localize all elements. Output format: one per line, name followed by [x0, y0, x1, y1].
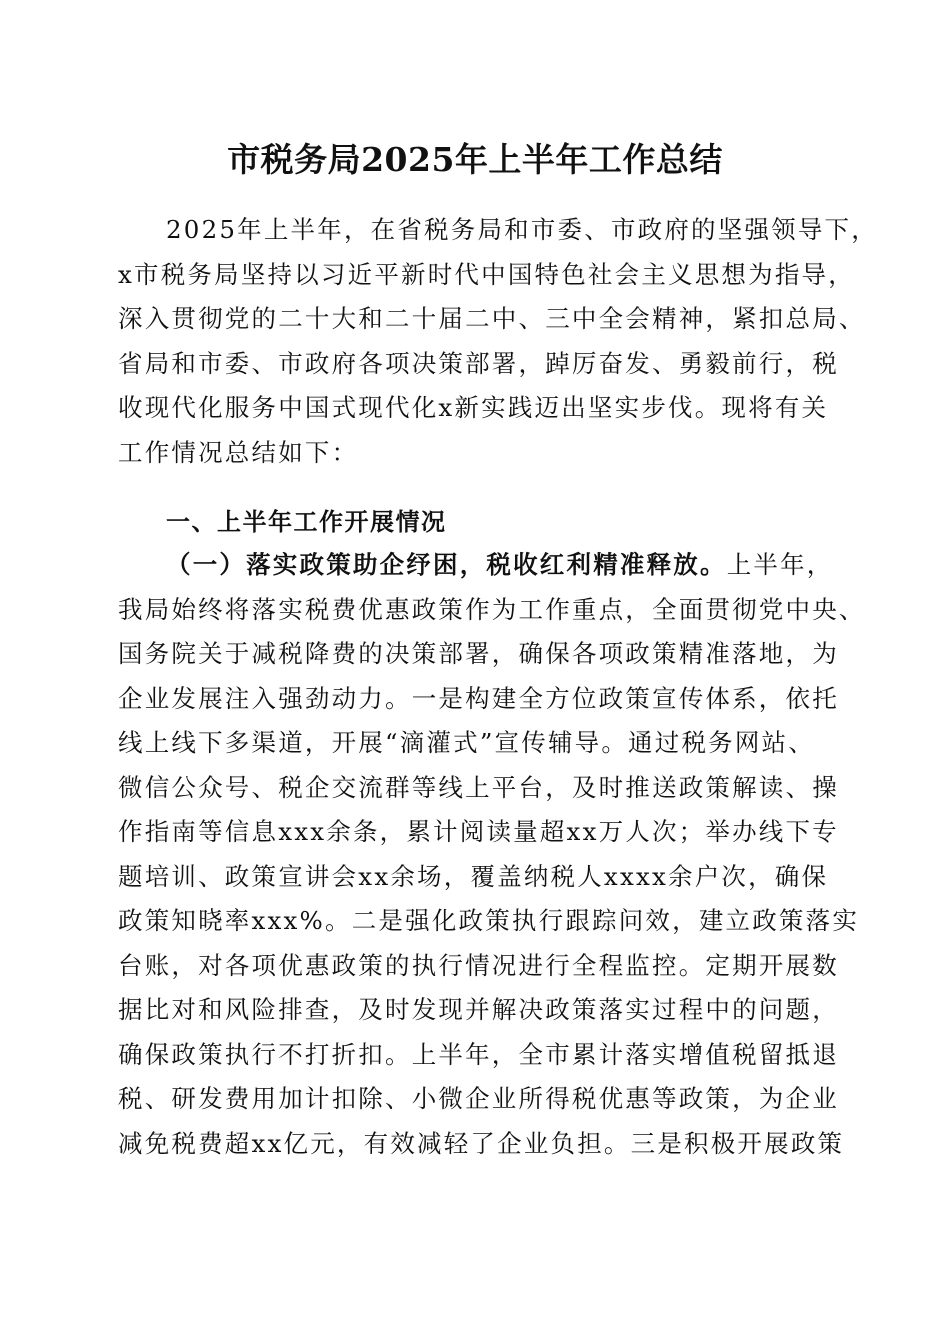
paragraph-line: 减免税费超xx亿元，有效减轻了企业负担。三是积极开展政策	[118, 1128, 845, 1158]
paragraph-line: 确保政策执行不打折扣。上半年，全市累计落实增值税留抵退	[118, 1039, 839, 1069]
paragraph-line: 省局和市委、市政府各项决策部署，踔厉奋发、勇毅前行，税	[118, 348, 839, 378]
paragraph-line: 我局始终将落实税费优惠政策作为工作重点，全面贯彻党中央、	[118, 594, 866, 624]
paragraph-line: 题培训、政策宣讲会xx余场，覆盖纳税人xxxx余户次，确保	[118, 861, 829, 891]
paragraph-line: 国务院关于减税降费的决策部署，确保各项政策精准落地，为	[118, 639, 839, 668]
paragraph-line: 2025年上半年，在省税务局和市委、市政府的坚强领导下，	[166, 215, 878, 244]
paragraph-line: 台账，对各项优惠政策的执行情况进行全程监控。定期开展数	[118, 950, 839, 980]
paragraph-line: 企业发展注入强劲动力。一是构建全方位政策宣传体系，依托	[118, 683, 839, 713]
paragraph-line: 据比对和风险排查，及时发现并解决政策落实过程中的问题，	[118, 995, 839, 1024]
paragraph-line: 深入贯彻党的二十大和二十届二中、三中全会精神，紧扣总局、	[118, 304, 866, 333]
intro-paragraph	[118, 208, 878, 475]
document-title: 市税务局2025年上半年工作总结	[227, 140, 723, 179]
paragraph-line: 收现代化服务中国式现代化x新实践迈出坚实步伐。现将有关	[118, 393, 829, 422]
paragraph-line: x市税务局坚持以习近平新时代中国特色社会主义思想为指导，	[118, 259, 855, 289]
paragraph-line: 政策知晓率xxx%。二是强化政策执行跟踪问效，建立政策落实	[118, 906, 860, 935]
subsection-heading: （一）落实政策助企纾困，税收红利精准释放。	[166, 550, 727, 579]
section-heading: 一、上半年工作开展情况	[166, 508, 447, 536]
paragraph-line: 微信公众号、税企交流群等线上平台，及时推送政策解读、操	[118, 772, 839, 802]
paragraph-line: 税、研发费用加计扣除、小微企业所得税优惠等政策，为企业	[118, 1084, 839, 1113]
subsection-paragraph	[118, 543, 866, 1166]
paragraph-line: 线上线下多渠道，开展“滴灌式”宣传辅导。通过税务网站、	[118, 728, 815, 757]
paragraph-line: 工作情况总结如下：	[118, 437, 359, 467]
paragraph-text: 上半年，	[726, 550, 834, 579]
paragraph-line: 作指南等信息xxx余条，累计阅读量超xx万人次；举办线下专	[118, 817, 839, 846]
paragraph-first-line	[118, 543, 846, 588]
